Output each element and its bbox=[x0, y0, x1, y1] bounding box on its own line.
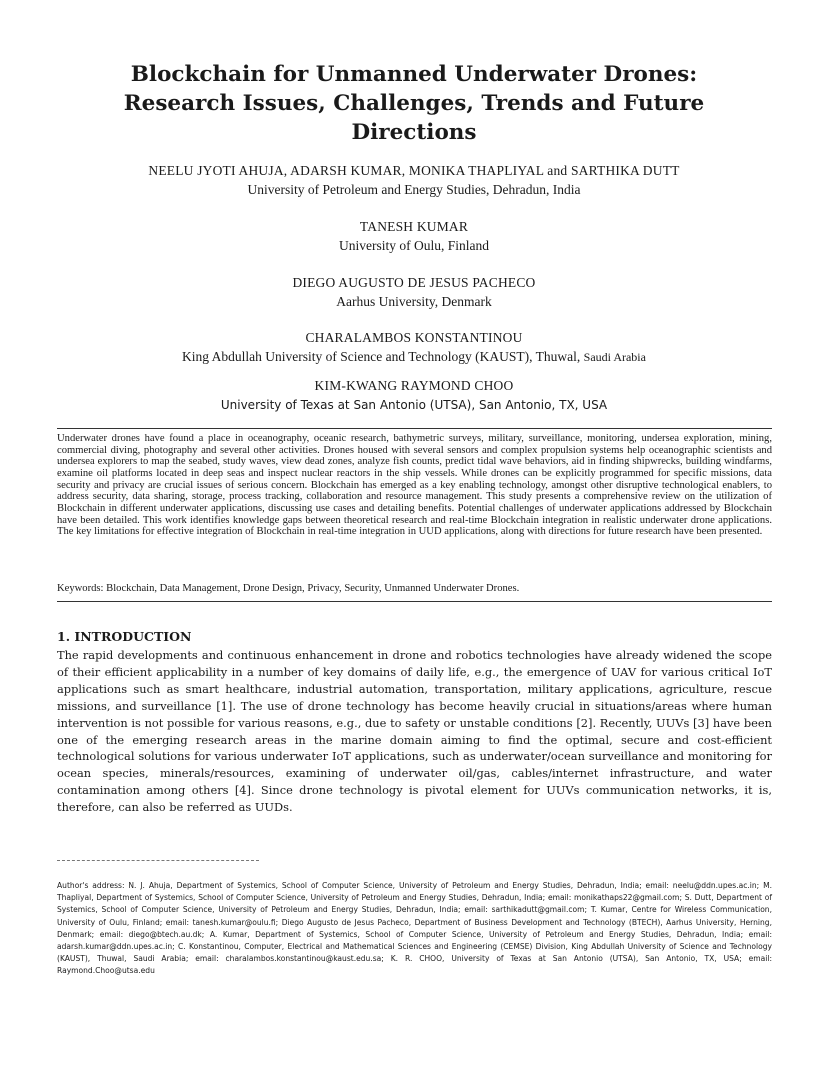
author-names: CHARALAMBOS KONSTANTINOU bbox=[305, 330, 523, 345]
author-institution: University of Oulu, Finland bbox=[339, 238, 489, 253]
author-block bbox=[40, 329, 788, 367]
section-heading: 1. INTRODUCTION bbox=[57, 629, 192, 644]
author-block bbox=[40, 377, 788, 415]
institution-suffix: Saudi Arabia bbox=[583, 350, 646, 364]
title-line: Directions bbox=[351, 120, 477, 145]
abstract: Underwater drones have found a place in oceanography, oceanic research, bathymetric surveys, military, surveillance, monitoring, undersea exploration, mining, commercial diving, photography and several other activities. Drones housed with several sensors and complex propulsion systems help oceanographic scientists and undersea explorers to map the seabed, study waves, view dead zones, analyze fish counts, predict tidal wave behaviors, aid in finding shipwrecks, building windfarms, examine oil platforms located in deep seas and inspect nuclear reactors in the ship vessels. While drones can be explicitly programmed for specific missions, data security and privacy are crucial issues of serious concern. Blockchain has emerged as a key enabling technology, amongst other disruptive technological enablers, to address security, data sharing, storage, process tracking, collaboration and resource management. This study presents a comprehensive review on the utilization of Blockchain in different underwater applications, discussing use cases and detailing benefits. Potential challenges of underwater applications addressed by Blockchain have been detailed. This work identifies knowledge gaps between theoretical research and real-time Blockchain integration in realistic underwater drone applications. The key limitations for effective integration of Blockchain in real-time integration in UUD applications, along with directions for future research have been presented. bbox=[57, 433, 772, 538]
author-institution: Aarhus University, Denmark bbox=[336, 294, 492, 309]
author-block bbox=[40, 218, 788, 256]
author-institution bbox=[40, 347, 788, 367]
author-institution: University of Petroleum and Energy Studies, Dehradun, India bbox=[247, 182, 581, 197]
author-address-footnote: Author's address: N. J. Ahuja, Department of Systemics, School of Computer Science, University of Petroleum and Energy Studies, Dehradun, India; email: neelu@ddn.upes.ac.in; M. Thapliyal, Department of Systemics, School of Computer Science, University of Petroleum and Energy Studies, Dehradun, India; email: monikathaps22@gmail.com; S. Dutt, Department of Systemics, School of Computer Science, University of Petroleum and Energy Studies, Dehradun, India; email: sarthikadutt@gmail.com; T. Kumar, Centre for Wireless Communication, University of Oulu, Finland; email: tanesh.kumar@oulu.fi; Diego Augusto de Jesus Pacheco, Department of Business Development and Technology (BTECH), Aarhus University, Herning, Denmark; email: diego@btech.au.dk; A. Kumar, Department of Systemics, School of Computer Science, University of Petroleum and Energy Studies, Dehradun, India; email: adarsh.kumar@ddn.upes.ac.in; C. Konstantinou, Computer, Electrical and Mathematical Sciences and Engineering (CEMSE) Division, King Abdullah University of Science and Technology (KAUST), Thuwal, Saudi Arabia; email: charalambos.konstantinou@kaust.edu.sa; K. R. CHOO, University of Texas at San Antonio (UTSA), San Antonio, TX, USA; email: Raymond.Choo@utsa.edu bbox=[57, 881, 772, 976]
abstract-bottom-rule bbox=[57, 601, 772, 602]
section-body: The rapid developments and continuous enhancement in drone and robotics technologies have already widened the scope of their efficient applicability in a number of key domains of daily life, e.g., the emergence of UAV for various critical IoT applications such as smart healthcare, industrial automation, transportation, military applications, agriculture, rescue missions, and surveillance [1]. The use of drone technology has become heavily crucial in situations/areas where human intervention is not possible for various reasons, e.g., due to safety or unstable conditions [2]. Recently, UUVs [3] have been one of the emerging research areas in the marine domain aiming to find the optimal, secure and cost-efficient technological solutions for various underwater IoT applications, such as underwater/ocean surveillance and monitoring for ocean species, minerals/resources, examining of underwater oil/gas, cables/internet infrastructure, and water contamination among others [4]. Since drone technology is pivotal element for UUVs communication networks, it is, therefore, can also be referred as UUDs. bbox=[57, 648, 772, 815]
author-names: KIM-KWANG RAYMOND CHOO bbox=[314, 378, 514, 393]
title-line: Blockchain for Unmanned Underwater Drones: bbox=[130, 62, 698, 87]
paper-title bbox=[60, 60, 768, 147]
author-names: TANESH KUMAR bbox=[359, 219, 469, 234]
footnote-rule bbox=[57, 860, 259, 861]
author-names: DIEGO AUGUSTO DE JESUS PACHECO bbox=[292, 275, 536, 290]
institution-main: King Abdullah University of Science and Technology (KAUST), Thuwal, bbox=[182, 349, 581, 364]
author-block bbox=[40, 274, 788, 312]
abstract-top-rule bbox=[57, 428, 772, 429]
author-institution: University of Texas at San Antonio (UTSA), San Antonio, TX, USA bbox=[220, 398, 608, 412]
author-block bbox=[40, 162, 788, 200]
keywords: Keywords: Blockchain, Data Management, Drone Design, Privacy, Security, Unmanned Underwater Drones. bbox=[57, 583, 520, 594]
title-line: Research Issues, Challenges, Trends and Future bbox=[123, 91, 705, 116]
author-names: NEELU JYOTI AHUJA, ADARSH KUMAR, MONIKA THAPLIYAL and SARTHIKA DUTT bbox=[148, 163, 680, 178]
